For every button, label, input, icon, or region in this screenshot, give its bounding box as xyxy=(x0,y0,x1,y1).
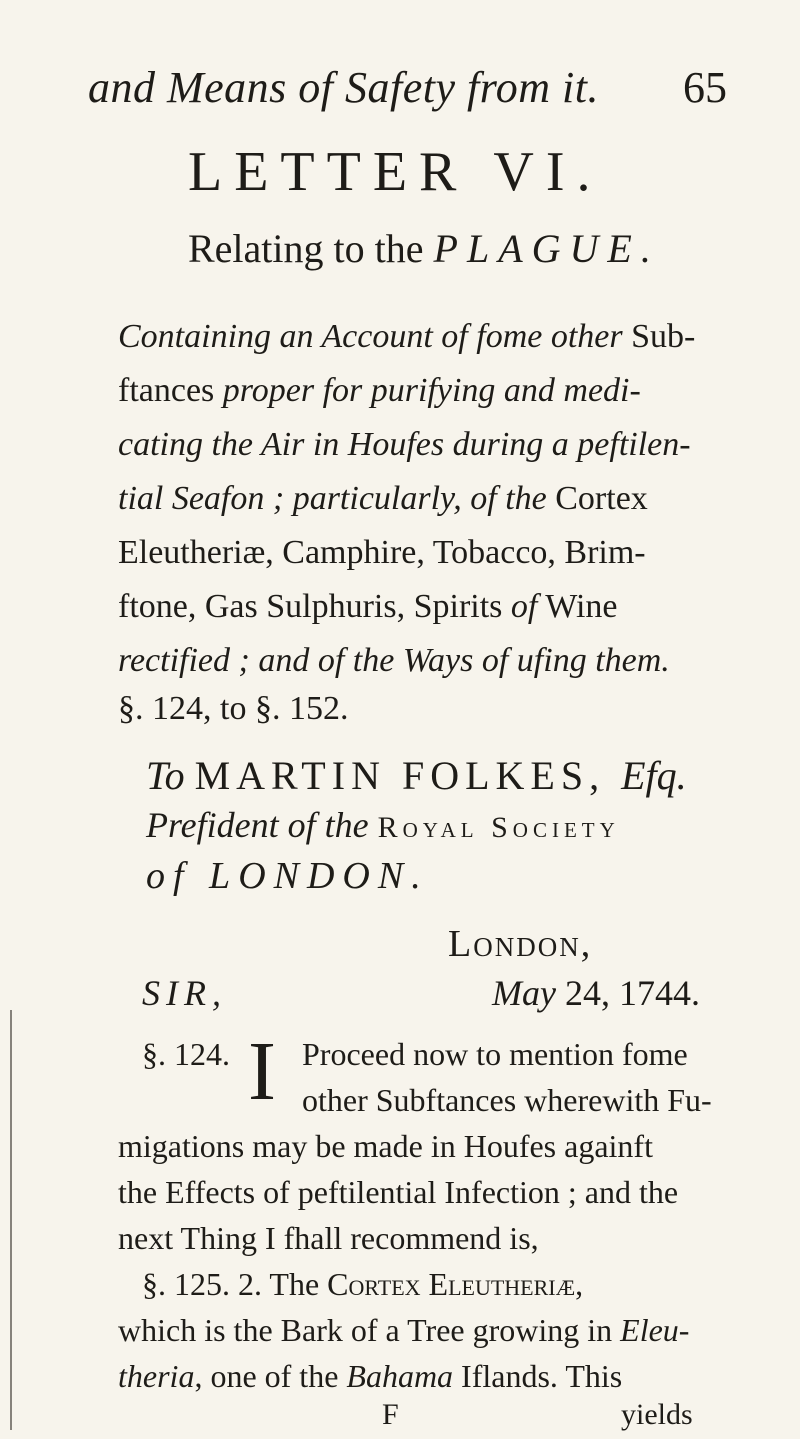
royal-society: Royal Society xyxy=(377,811,620,844)
s125-l3a: theria xyxy=(118,1358,195,1394)
para-line-4: the Effects of peftilential Infection ; and the xyxy=(118,1174,679,1210)
drop-cap: I xyxy=(248,1025,276,1118)
addressee-esq: Efq. xyxy=(621,753,687,798)
contents-line-2: ftances proper for purifying and medi- xyxy=(118,372,641,409)
contents-italic-e: of xyxy=(510,588,538,625)
contents-line-1: Containing an Account of fome other Sub- xyxy=(118,318,696,355)
contents-line-6: ftone, Gas Sulphuris, Spirits of Wine xyxy=(118,588,618,625)
place-london: London, xyxy=(448,923,593,965)
contents-line-5: Eleutheriæ, Camphire, Tobacco, Brim- xyxy=(118,534,646,571)
section-125-line-3 xyxy=(118,1358,622,1395)
section-range: §. 124, to §. 152. xyxy=(118,690,349,727)
to-prefix: To xyxy=(146,753,195,798)
date-rest: 24, 1744. xyxy=(555,973,700,1013)
of-london: of LONDON. xyxy=(146,855,429,897)
contents-italic-a: Containing an Account of fome other xyxy=(118,318,623,355)
contents-line-7: rectified ; and of the Ways of ufing them. xyxy=(118,642,670,679)
para-line-3: migations may be made in Houfes againft xyxy=(118,1128,653,1164)
section-125-line xyxy=(142,1266,583,1303)
s125-l2b: Eleu- xyxy=(620,1312,690,1348)
letter-subtitle xyxy=(188,225,660,272)
binding-edge-rule xyxy=(10,1010,12,1430)
contents-line-4: tial Seafon ; particularly, of the Cortex xyxy=(118,480,648,517)
president-prefix: Prefident of the xyxy=(146,805,378,845)
salutation-sir: SIR, xyxy=(142,973,227,1013)
section-125-line-2 xyxy=(118,1312,689,1349)
section-124-mark: §. 124. xyxy=(142,1036,230,1072)
contents-line-3 xyxy=(118,426,691,464)
contents-italic-b: proper for purifying and medi- xyxy=(222,372,641,409)
catchword: yields xyxy=(621,1398,693,1431)
signature-mark: F xyxy=(382,1398,399,1431)
s125-cortex: Cortex Eleutheriæ, xyxy=(327,1266,584,1302)
address-president-line xyxy=(146,804,620,846)
address-to-line xyxy=(146,752,687,799)
s125-l2a: which is the Bark of a Tree growing in xyxy=(118,1312,621,1348)
letter-date xyxy=(492,972,700,1014)
running-head-title: and Means of Safety from it. xyxy=(88,63,599,112)
contents-italic-d: tial Seafon ; particularly, of the xyxy=(118,480,547,517)
s125-lead: §. 125. 2. The xyxy=(142,1266,328,1302)
s125-l3d: Iflands. This xyxy=(453,1358,623,1394)
addressee-name: MARTIN FOLKES, xyxy=(194,753,622,798)
letter-title: LETTER VI. xyxy=(188,141,603,203)
date-month: May xyxy=(492,973,556,1013)
para-line-1: Proceed now to mention fome xyxy=(302,1036,688,1072)
page-number: 65 xyxy=(683,63,727,112)
s125-l3c: Bahama xyxy=(346,1358,454,1394)
s125-l3b: , one of the xyxy=(194,1358,347,1394)
contents-italic-c: cating the Air in Houfes during a peftilen- xyxy=(118,426,691,463)
para-line-2: other Subftances wherewith Fu- xyxy=(302,1082,712,1118)
para-line-5: next Thing I fhall recommend is, xyxy=(118,1220,539,1256)
plague-word: PLAGUE. xyxy=(433,226,660,271)
relating-prefix: Relating to the xyxy=(188,226,434,271)
